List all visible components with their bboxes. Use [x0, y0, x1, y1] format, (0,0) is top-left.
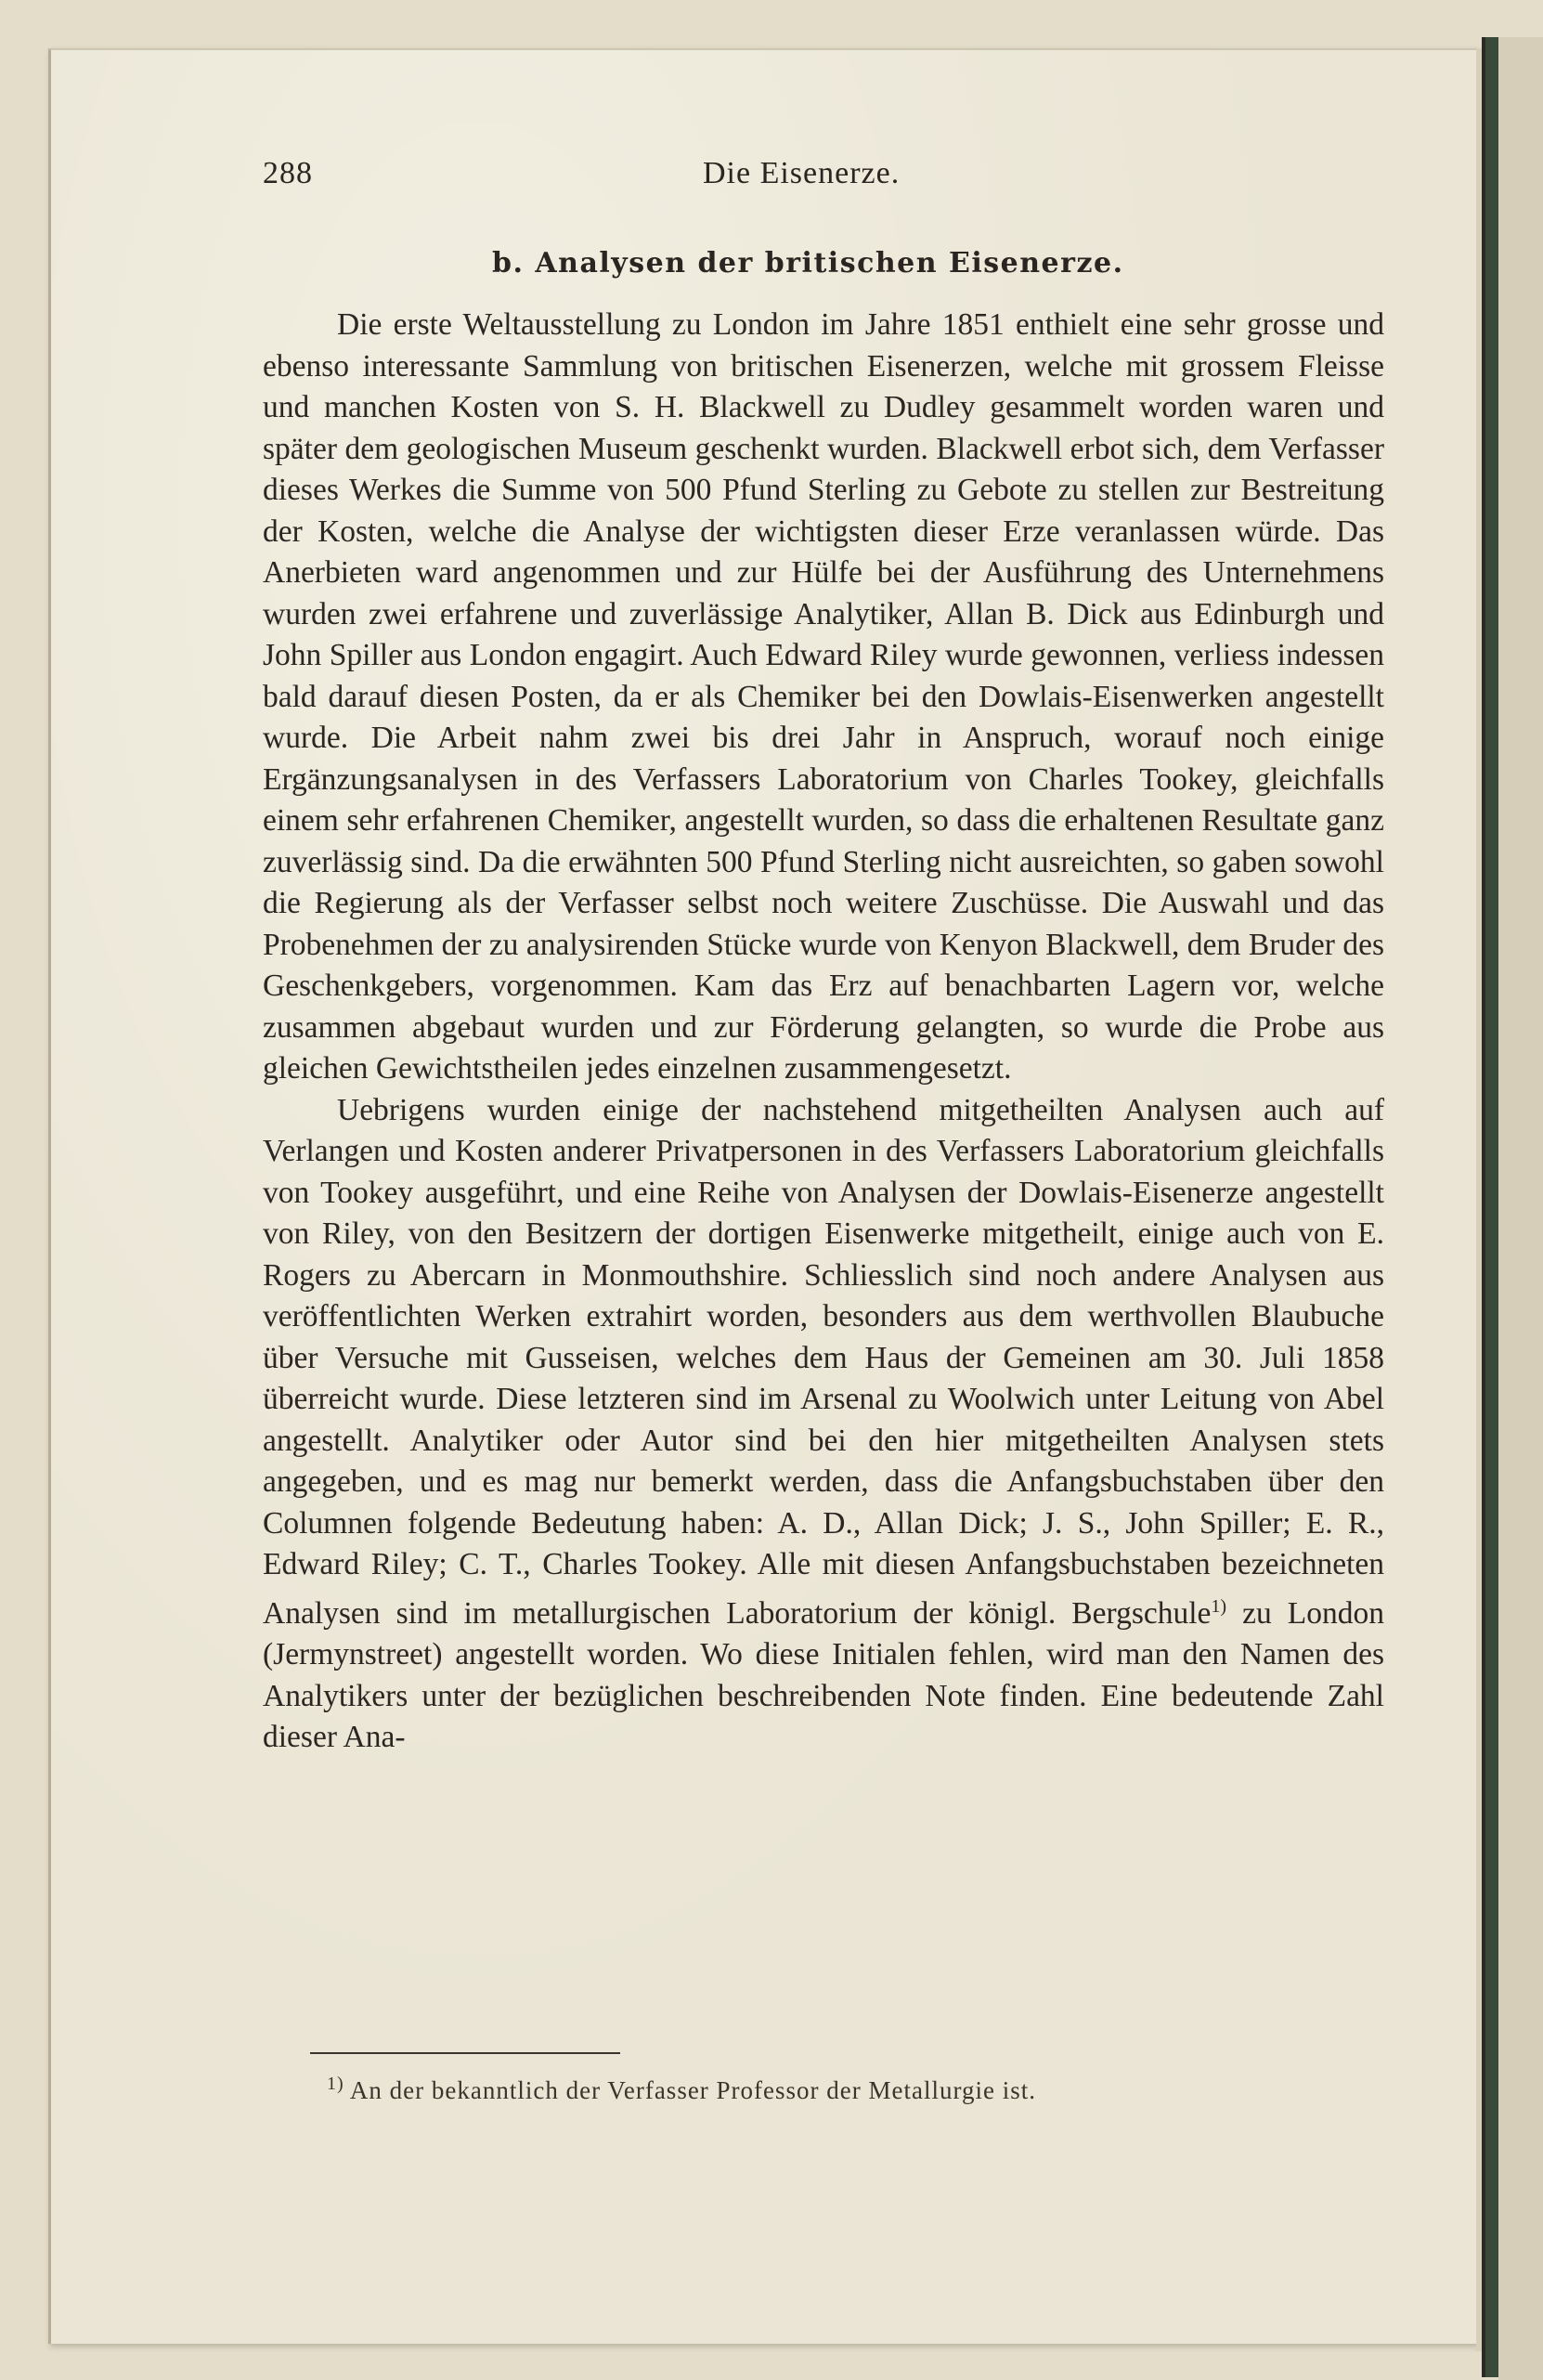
- book-cover-edge: [1485, 37, 1498, 2377]
- footnote-reference: 1): [1211, 1595, 1227, 1617]
- page-number: 288: [263, 156, 313, 190]
- running-title: Die Eisenerze.: [703, 156, 901, 190]
- paragraph-2-text: Uebrigens wurden einige der nachstehend mitgetheilten Analysen auch auf Verlangen und Kosten anderer Privatpersonen in des Verfassers Laboratorium gleichfalls von Tookey ausgeführt, und eine Reihe von Analysen der Dowlais-Eisenerze angestellt von Riley, von den Besitzern der dortigen Eisenwerke mitgetheilt, einige auch von E. Rogers zu Abercarn in Monmouthshire. Schliesslich sind noch andere Analysen aus veröffentlichten Werken extrahirt worden, besonders aus dem werthvollen Blaubuche über Versuche mit Gusseisen, welches dem Haus der Gemeinen am 30. Juli 1858 überreicht wurde. Diese letzteren sind im Arsenal zu Woolwich unter Leitung von Abel angestellt. Analytiker oder Autor sind bei den hier mitgetheilten Analysen stets angegeben, und es mag nur bemerkt werden, dass die Anfangsbuchstaben über den Columnen folgende Bedeutung haben: A. D., Allan Dick; J. S., John Spiller; E. R., Edward Riley; C. T., Charles Tookey. Alle mit diesen Anfangsbuchstaben bezeichneten Analysen sind im metallurgischen Laboratorium der königl. Bergschule: [263, 1092, 1384, 1631]
- paragraph-2-continuation: zu London (Jermynstreet) angestellt worden. Wo diese Initialen fehlen, wird man den Namen des Analytikers unter der bezüglichen beschreibenden Note finden. Eine bedeutende Zahl dieser Ana-: [263, 1595, 1384, 1755]
- footnote: [327, 2074, 1036, 2105]
- body-text: [263, 305, 1384, 1759]
- footnote-marker: 1): [327, 2074, 344, 2094]
- footnote-text: An der bekanntlich der Verfasser Professor der Metallurgie ist.: [344, 2076, 1036, 2104]
- footnote-divider: [310, 2052, 620, 2054]
- scan-margin: [1498, 37, 1543, 2380]
- paragraph-1: Die erste Weltausstellung zu London im Jahre 1851 enthielt eine sehr grosse und ebenso interessante Sammlung von britischen Eisenerzen, welche mit grossem Fleisse und manchen Kosten von S. H. Blackwell zu Dudley gesammelt worden waren und später dem geologischen Museum geschenkt wurden. Blackwell erbot sich, dem Verfasser dieses Werkes die Summe von 500 Pfund Sterling zu Gebote zu stellen zur Bestreitung der Kosten, welche die Analyse der wichtigsten dieser Erze veranlassen würde. Das Anerbieten ward angenommen und zur Hülfe bei der Ausführung des Unternehmens wurden zwei erfahrene und zuverlässige Analytiker, Allan B. Dick aus Edinburgh und John Spiller aus London engagirt. Auch Edward Riley wurde gewonnen, verliess indessen bald darauf diesen Posten, da er als Chemiker bei den Dowlais-Eisenwerken angestellt wurde. Die Arbeit nahm zwei bis drei Jahr in Anspruch, worauf noch einige Ergänzungsanalysen in des Verfassers Laboratorium von Charles Tookey, gleichfalls einem sehr erfahrenen Chemiker, angestellt wurden, so dass die erhaltenen Resultate ganz zuverlässig sind. Da die erwähnten 500 Pfund Sterling nicht ausreichten, so gaben sowohl die Regierung als der Verfasser selbst noch weitere Zuschüsse. Die Auswahl und das Probenehmen der zu analysirenden Stücke wurde von Kenyon Blackwell, dem Bruder des Geschenkgebers, vorgenommen. Kam das Erz auf benachbarten Lagern vor, welche zusammen abgebaut wurden und zur Förderung gelangten, so wurde die Probe aus gleichen Gewichtstheilen jedes einzelnen zusammengesetzt.: [263, 307, 1384, 1086]
- section-heading: b. Analysen der britischen Eisenerze.: [492, 247, 1124, 280]
- paragraph-2: [263, 1090, 1384, 1759]
